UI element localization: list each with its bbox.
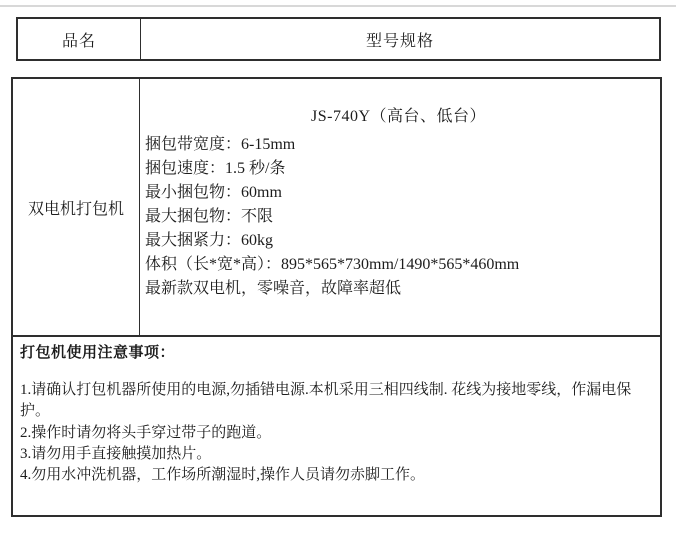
header-cell-product-name: 品名 — [18, 19, 141, 59]
spec-line-dimensions: 体积（长*宽*高）：895*565*730mm/1490*565*460mm — [145, 256, 520, 273]
spec-line-max-tension: 最大捆紧力：60kg — [145, 232, 274, 249]
top-divider — [0, 5, 676, 7]
spec-row — [13, 79, 660, 335]
notes-heading: 打包机使用注意事项： — [20, 345, 176, 361]
header-cell-model-spec: 型号规格 — [365, 32, 434, 50]
header-table — [16, 17, 661, 61]
product-name-cell: 双电机打包机 — [13, 79, 140, 335]
notes-section — [13, 335, 660, 515]
spec-line-strap-width: 捆包带宽度：6-15mm — [145, 136, 296, 153]
spec-line-min-package: 最小捆包物：60mm — [145, 184, 282, 201]
model-title: JS-740Y（高台、低台） — [310, 108, 486, 125]
spec-table — [11, 77, 662, 517]
note-item-track: 2.操作时请勿将头手穿过带子的跑道。 — [20, 424, 272, 441]
note-item-water: 4.勿用水冲洗机器，工作场所潮湿时,操作人员请勿赤脚工作。 — [20, 467, 426, 484]
note-item-heater: 3.请勿用手直接触摸加热片。 — [20, 445, 212, 462]
spec-line-max-package: 最大捆包物：不限 — [145, 208, 274, 225]
spec-line-feature: 最新款双电机，零噪音，故障率超低 — [145, 280, 402, 297]
spec-detail-cell — [140, 79, 660, 335]
note-item-power: 1.请确认打包机器所使用的电源,勿插错电源.本机采用三相四线制. 花线为接地零线，作漏电保护。 — [20, 382, 632, 420]
spec-line-strap-speed: 捆包速度：1.5 秒/条 — [145, 160, 286, 177]
